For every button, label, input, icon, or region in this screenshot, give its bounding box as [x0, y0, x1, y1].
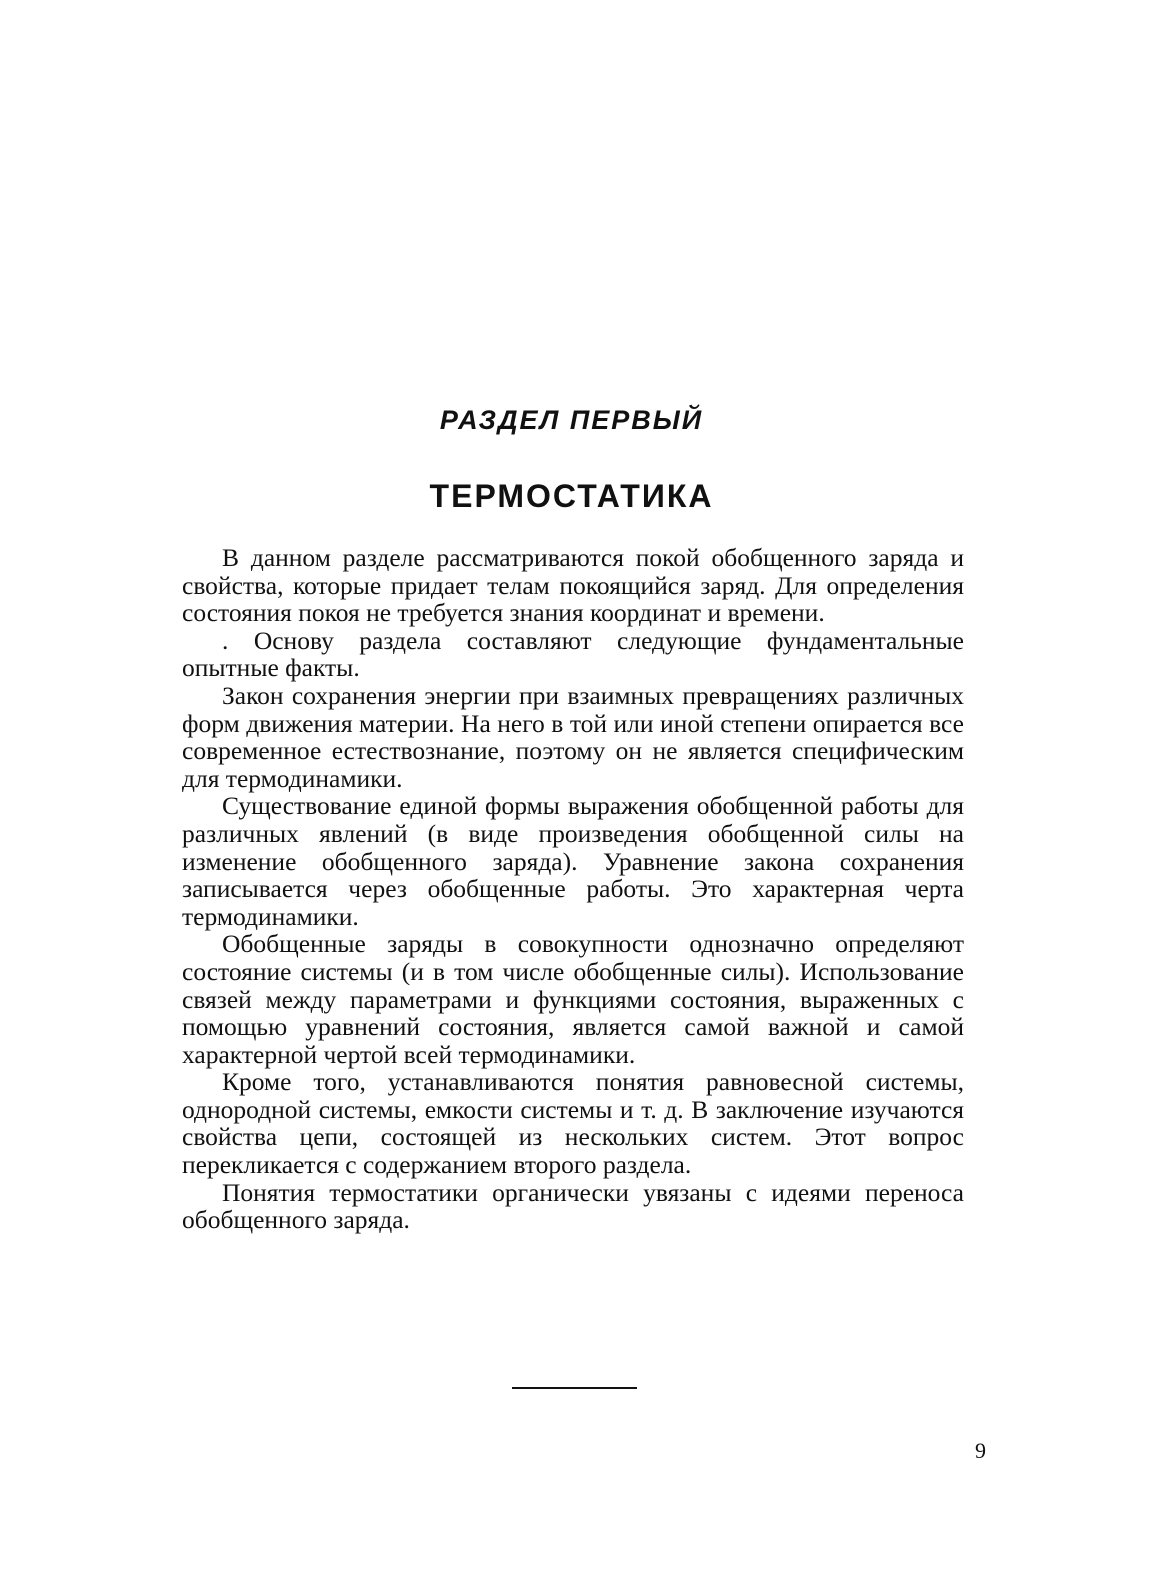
paragraph: Обобщенные заряды в совокупности однозначно определяют состояние системы (и в том числе обобщенные силы). Использование связей между параметрами и функциями состояния, выраженных с помощью уравнений состояния, является самой важной и самой характерной чертой всей термодинамики.	[182, 929, 964, 1069]
section-title: ТЕРМОСТАТИКА	[429, 478, 714, 514]
paragraph: Существование единой формы выражения обобщенной работы для различных явлений (в виде произведения обобщенной силы на изменение обобщенного заряда). Уравнение закона сохранения записывается через обобщенные работы. Это характерная черта термодинамики.	[182, 791, 964, 931]
section-end-divider	[512, 1387, 637, 1389]
paragraph: Кроме того, устанавливаются понятия равновесной системы, однородной системы, емкости системы и т. д. В заключение изучаются свойства цепи, состоящей из нескольких систем. Этот вопрос перекликается с содержанием второго раздела.	[182, 1067, 964, 1180]
paragraph: В данном разделе рассматриваются покой обобщенного заряда и свойства, которые придает телам покоящийся заряд. Для определения состояния покоя не требуется знания координат и времени.	[182, 543, 964, 628]
page-number: 9	[975, 1438, 986, 1463]
paragraph: . Основу раздела составляют следующие фундаментальные опытные факты.	[182, 625, 964, 683]
paragraph: Понятия термостатики органически увязаны с идеями переноса обобщенного заряда.	[182, 1177, 964, 1235]
paragraph: Закон сохранения энергии при взаимных превращениях различных форм движения материи. На него в той или иной степени опирается все современное естествознание, поэтому он не является специфическим для термодинамики.	[182, 680, 964, 793]
body-text	[182, 544, 964, 1234]
section-label: РАЗДЕЛ ПЕРВЫЙ	[439, 405, 704, 435]
